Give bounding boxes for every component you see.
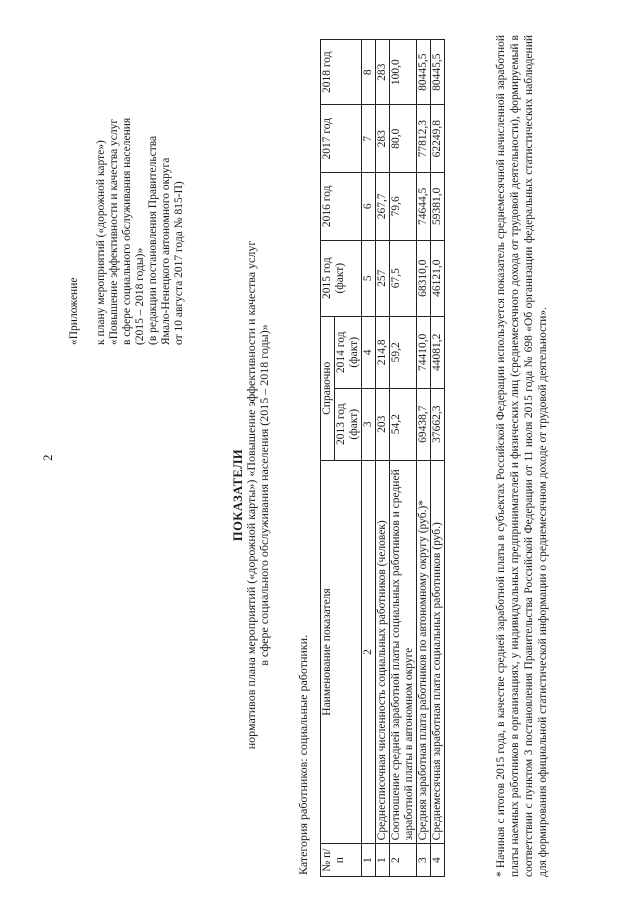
column-index: 6	[362, 173, 376, 241]
table-row	[417, 40, 431, 877]
column-index: 5	[362, 240, 376, 316]
header-2013: 2013 год (факт)	[335, 388, 362, 460]
value-cell: 283	[376, 40, 390, 105]
appendix-line: Ямало-Ненецкого автономного округа	[160, 157, 172, 345]
appendix-line: (2015 – 2018 годы)»	[134, 247, 146, 345]
value-cell: 267,7	[376, 173, 390, 241]
row-number: 4	[431, 844, 445, 877]
appendix-line: к плану мероприятий («дорожной карте»)	[95, 140, 107, 345]
header-2014: 2014 год (факт)	[335, 316, 362, 388]
appendix-heading: «Приложение	[68, 277, 80, 345]
appendix-line: от 10 августа 2017 года № 815-П)	[173, 181, 185, 345]
value-cell: 77812,3	[417, 105, 431, 173]
value-cell: 37662,3	[431, 388, 445, 460]
header-reference: Справочно	[321, 316, 335, 460]
column-index-row	[362, 40, 376, 877]
value-cell: 203	[376, 388, 390, 460]
value-cell: 68310,0	[417, 240, 431, 316]
table-header-row	[321, 40, 335, 877]
value-cell: 257	[376, 240, 390, 316]
column-index: 2	[362, 460, 376, 844]
title-line: нормативов плана мероприятий («дорожной карты») «Повышение эффективности и качества услуг	[244, 240, 258, 750]
row-number: 1	[376, 844, 390, 877]
value-cell: 46121,0	[431, 240, 445, 316]
value-cell: 80445,5	[431, 40, 445, 105]
value-cell: 74410,0	[417, 316, 431, 388]
document-title	[232, 145, 271, 845]
value-cell: 80445,5	[417, 40, 431, 105]
indicator-name: Соотношение средней заработной платы социальных работников и средней заработной платы в автономном округе	[390, 460, 417, 844]
value-cell: 74644,5	[417, 173, 431, 241]
title-line: в сфере социального обслуживания населения (2015 – 2018 годы)»	[257, 324, 271, 666]
header-name: Наименование показателя	[321, 460, 362, 844]
indicator-name: Среднемесячная заработная плата социальных работников (руб.)	[431, 460, 445, 844]
value-cell: 59,2	[390, 316, 417, 388]
appendix-block	[68, 15, 186, 345]
indicator-name: Среднесписочная численность социальных работников (человек)	[376, 460, 390, 844]
row-number: 3	[417, 844, 431, 877]
indicator-name: Средняя заработная плата работников по автономному округу (руб.)*	[417, 460, 431, 844]
header-2015: 2015 год (факт)	[321, 240, 362, 316]
column-index: 8	[362, 40, 376, 105]
title-main: ПОКАЗАТЕЛИ	[231, 448, 245, 542]
appendix-line: (в редакции постановления Правительства	[147, 135, 159, 345]
header-2017: 2017 год	[321, 105, 362, 173]
header-2018: 2018 год	[321, 40, 362, 105]
value-cell: 44081,2	[431, 316, 445, 388]
column-index: 1	[362, 844, 376, 877]
footnote: * Начиная с итогов 2015 года, в качестве средней заработной платы в субъектах Российской Федерации используется показатель среднемесячной начисленной заработной платы наемных работников в организациях, у индивидуальных предпринимателей и физических лиц (среднемесячного дохода от трудовой деятельности), формируемый в соответствии с пунктом 3 постановления Правительства Российской Федерации от 11 июля 2015 года № 698 «Об организации федеральных статистических наблюдений для формирования официальной статистической информации о среднемесячном доходе от трудовой деятельности».	[495, 35, 549, 877]
value-cell: 62249,8	[431, 105, 445, 173]
worker-category: Категория работников: социальные работники.	[296, 634, 310, 875]
value-cell: 54,2	[390, 388, 417, 460]
table-row	[431, 40, 445, 877]
value-cell: 69438,7	[417, 388, 431, 460]
value-cell: 100,0	[390, 40, 417, 105]
header-num: № п/п	[321, 844, 362, 877]
header-2016: 2016 год	[321, 173, 362, 241]
value-cell: 59381,0	[431, 173, 445, 241]
value-cell: 80,0	[390, 105, 417, 173]
appendix-line: в сфере социального обслуживания населения	[121, 117, 133, 345]
page-number: 2	[40, 454, 55, 461]
table-row	[376, 40, 390, 877]
appendix-line: «Повышение эффективности и качества услуг	[108, 118, 120, 345]
table-row	[390, 40, 417, 877]
column-index: 4	[362, 316, 376, 388]
column-index: 7	[362, 105, 376, 173]
row-number: 2	[390, 844, 417, 877]
value-cell: 67,5	[390, 240, 417, 316]
column-index: 3	[362, 388, 376, 460]
value-cell: 283	[376, 105, 390, 173]
value-cell: 214,8	[376, 316, 390, 388]
value-cell: 79,6	[390, 173, 417, 241]
indicators-table	[320, 39, 445, 877]
